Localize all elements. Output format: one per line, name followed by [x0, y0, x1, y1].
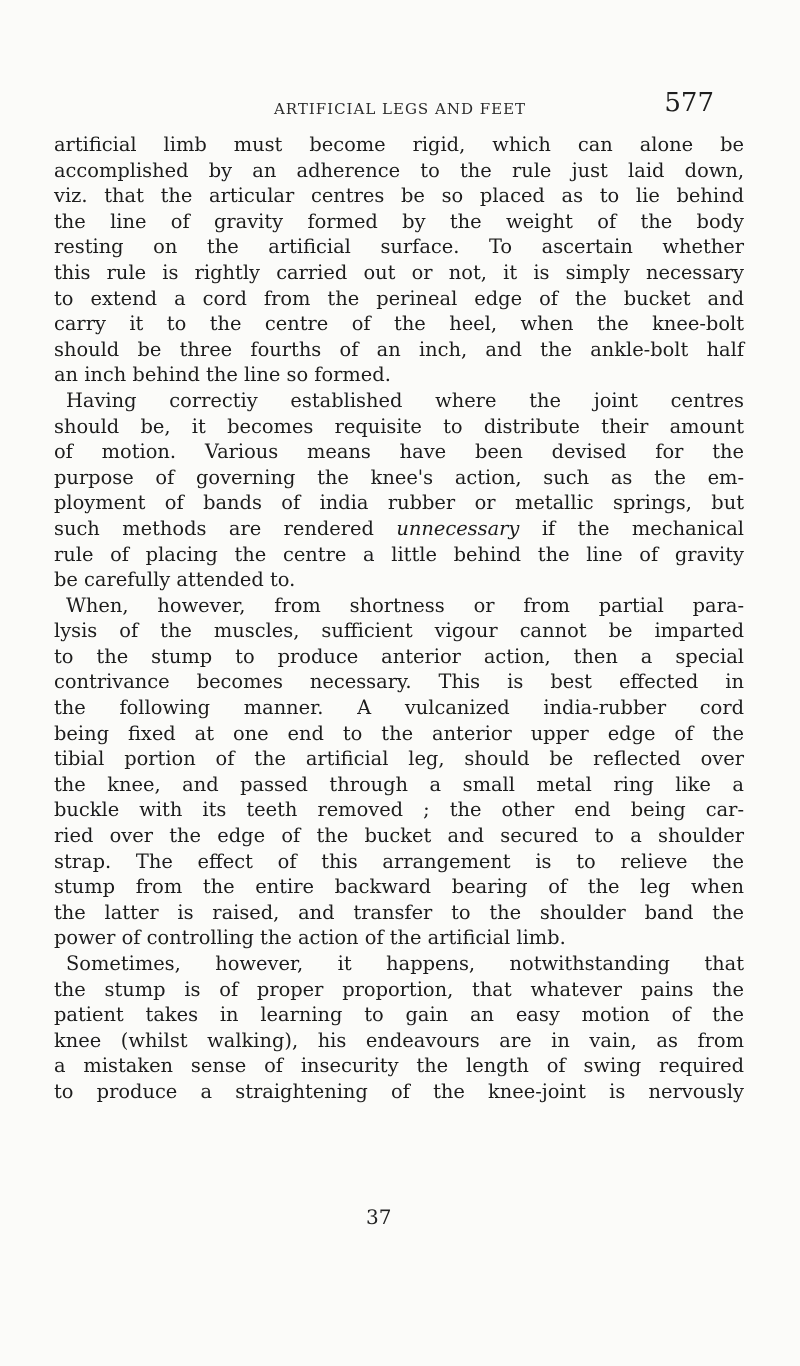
text-line: Sometimes, however, it happens, notwithstanding that — [66, 952, 744, 975]
text-line: When, however, from shortness or from partial para- — [66, 593, 744, 617]
text-line: buckle with its teeth removed ; the other end being car- — [54, 798, 744, 822]
text-line: the knee, and passed through a small metal ring like a — [54, 772, 744, 796]
text-line: knee (whilst walking), his endeavours are in vain, as from — [54, 1028, 744, 1052]
text-line: to extend a cord from the perineal edge of the bucket and — [54, 286, 744, 310]
emphasis: unnecessary — [396, 516, 520, 540]
text-line: the following manner. A vulcanized india-rubber cord — [54, 696, 744, 720]
text-line: rule of placing the centre a little behind the line of gravity — [54, 542, 744, 566]
text-line: should be, it becomes requisite to distribute their amount — [54, 414, 744, 438]
text-line: to produce a straightening of the knee-joint is nervously — [54, 1079, 744, 1103]
body-text — [54, 132, 744, 1105]
text-line: strap. The effect of this arrangement is to relieve the — [54, 849, 744, 873]
text-line: Having correctiy established where the joint centres — [66, 388, 744, 412]
page-number: 577 — [664, 88, 714, 118]
running-head-title: ARTIFICIAL LEGS AND FEET — [273, 100, 527, 118]
text-line: accomplished by an adherence to the rule just laid down, — [54, 158, 744, 182]
text-line: carry it to the centre of the heel, when the knee-bolt — [54, 312, 744, 336]
text-line: an inch behind the line so formed. — [54, 363, 391, 387]
text-line: patient takes in learning to gain an easy motion of the — [54, 1003, 744, 1027]
text-line: a mistaken sense of insecurity the length of swing required — [54, 1054, 744, 1078]
text-line: artificial limb must become rigid, which can alone be — [54, 133, 744, 156]
text-line: stump from the entire backward bearing of the leg when — [54, 875, 744, 899]
text-line: the latter is raised, and transfer to the shoulder band the — [54, 900, 744, 924]
running-head — [0, 88, 800, 128]
signature-mark: 37 — [366, 1205, 392, 1229]
text-line: the stump is of proper proportion, that whatever pains the — [54, 977, 744, 1001]
text-line: tibial portion of the artificial leg, should be reflected over — [54, 747, 744, 771]
text-line: resting on the artificial surface. To ascertain whether — [54, 235, 744, 259]
text-line: contrivance becomes necessary. This is best effected in — [54, 670, 744, 694]
text-line: ried over the edge of the bucket and secured to a shoulder — [54, 824, 744, 848]
text-line: to the stump to produce anterior action, then a special — [54, 644, 744, 668]
text-line: this rule is rightly carried out or not, it is simply necessary — [54, 260, 744, 284]
text-line: viz. that the articular centres be so placed as to lie behind — [54, 184, 744, 208]
text-line: be carefully attended to. — [54, 568, 296, 592]
text-line: purpose of governing the knee's action, such as the em- — [54, 465, 744, 489]
text-line: power of controlling the action of the artificial limb. — [54, 926, 566, 950]
text-line: should be three fourths of an inch, and the ankle-bolt half — [54, 337, 744, 361]
text-line: being fixed at one end to the anterior upper edge of the — [54, 721, 744, 745]
text-line: the line of gravity formed by the weight of the body — [54, 209, 744, 233]
text-line: lysis of the muscles, sufficient vigour cannot be imparted — [54, 619, 744, 643]
text-line: such methods are rendered unnecessary if the mechanical — [54, 516, 744, 540]
text-line: ployment of bands of india rubber or metallic springs, but — [54, 491, 744, 515]
text-line: of motion. Various means have been devised for the — [54, 440, 744, 464]
